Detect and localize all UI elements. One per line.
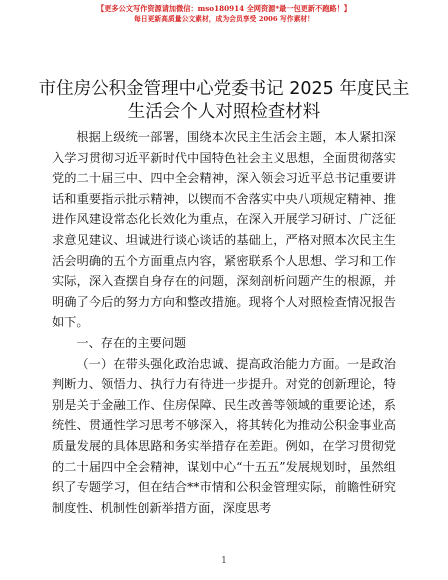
page-number: 1 — [221, 556, 227, 566]
document-body — [52, 127, 396, 518]
intro-paragraph: 根据上级统一部署，围绕本次民主生活会主题，本人紧扣深入学习贯彻习近平新时代中国特色社会主义思想，全面贯彻落实党的二十届三中、四中全会精神，深入领会习近平总书记重要讲话和重要指示批示精神，以锲而不舍落实中央八项规定精神、推进作风建设常态化长效化为重点，在深入开展学习研讨、广泛征求意见建议、坦诚进行谈心谈话的基础上，严格对照本次民主生活会明确的五个方面重点内容，紧密联系个人思想、学习和工作实际，深入查摆自身存在的问题，深刻剖析问题产生的根源，并明确了今后的努力方向和整改措施。现将个人对照检查情况报告如下。 — [52, 130, 396, 330]
banner-line-1: 【更多公文写作资源请加微信：mso180914 全网资源*最一包更新不跑路！】 — [97, 4, 351, 13]
banner-line-2: 每日更新高质量公文素材，成为会员享受 2006 写作素材！ — [134, 15, 314, 23]
subsection-paragraph: （一）在带头强化政治忠诚、提高政治能力方面。一是政治判断力、领悟力、执行力有待进一步提升。对党的创新理论，特别是关于金融工作、住房保障、民生改善等领域的重要论述，系统性、贯通性学习思考不够深入，将其转化为推动公积金事业高质量发展的具体思路和务实举措存在差距。例如，在学习贯彻党的二十届四中全会精神，谋划中心“十五五”发展规划时，虽然组织了专题学习，但在结合**市情和公积金管理实际，前瞻性研究制度性、机制性创新举措方面，深度思考 — [52, 356, 396, 515]
header-banner — [0, 4, 448, 24]
document-title: 市住房公积金管理中心党委书记 2025 年度民主生活会个人对照检查材料 — [38, 79, 410, 122]
section-heading: 一、存在的主要问题 — [76, 335, 187, 350]
